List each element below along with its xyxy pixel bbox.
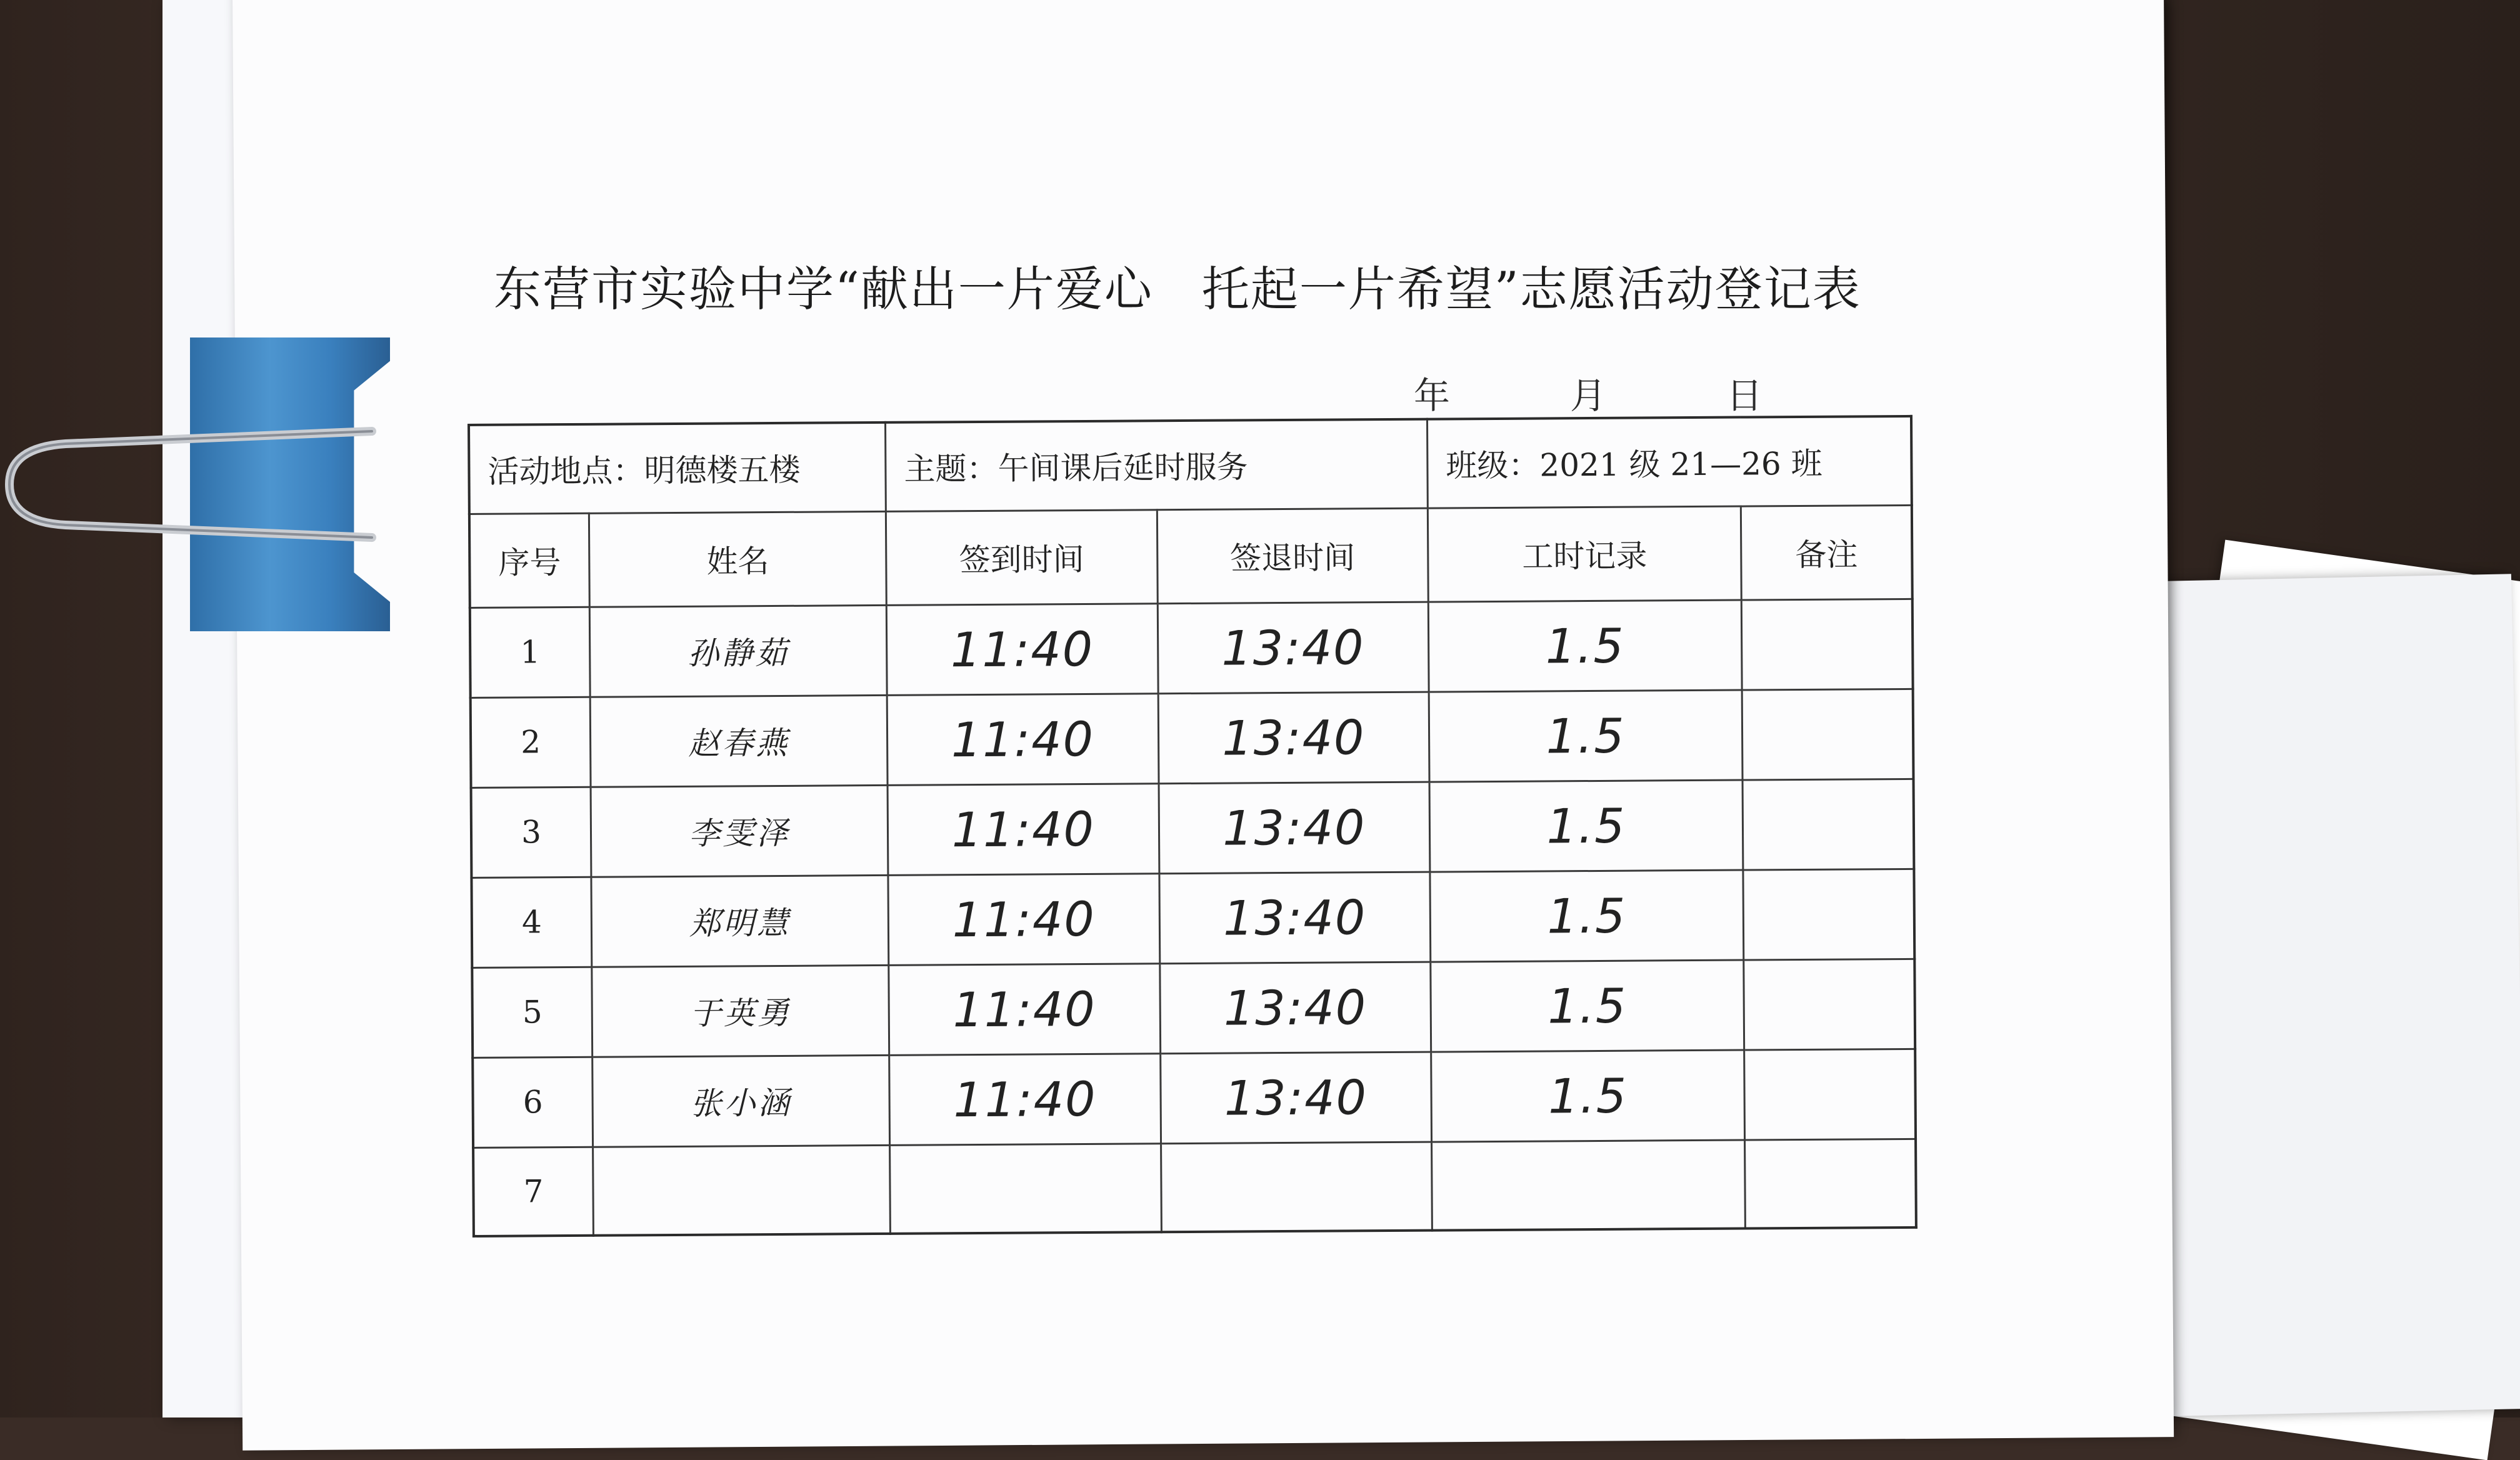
work-hours: 1.5 [1431,1050,1745,1142]
sign-out-time: 13:40 [1159,782,1430,874]
volunteer-name [593,1145,891,1236]
col-header-notes: 备注 [1741,505,1912,600]
note-cell [1743,869,1914,960]
sign-out-time: 13:40 [1159,872,1430,964]
row-number: 1 [470,607,591,698]
row-number: 3 [471,787,592,878]
col-header-sign-out: 签退时间 [1157,508,1428,604]
table-row [471,869,1914,968]
sign-in-time [890,1143,1161,1234]
registration-table [468,415,1918,1238]
volunteer-name: 张小涵 [592,1055,890,1147]
sign-in-time: 11:40 [889,963,1160,1055]
note-cell [1745,1139,1916,1229]
sign-in-time: 11:40 [888,783,1159,875]
col-header-number: 序号 [469,513,590,608]
topic-cell: 主题：午间课后延时服务 [886,419,1428,511]
col-header-hours: 工时记录 [1428,506,1741,602]
sign-in-time: 11:40 [887,693,1158,785]
header-info-row [469,416,1912,514]
row-number: 5 [472,967,592,1058]
col-header-name: 姓名 [589,511,887,607]
work-hours: 1.5 [1430,870,1744,962]
work-hours: 1.5 [1429,780,1743,872]
date-year-label: 年 [1414,374,1451,417]
table-row [472,959,1915,1058]
sign-in-time: 11:40 [889,1053,1161,1145]
binder-clip-icon [175,338,388,631]
sign-in-time: 11:40 [888,873,1159,965]
volunteer-name: 李雯泽 [591,785,888,877]
row-number: 4 [471,877,592,968]
table-row [470,599,1913,698]
volunteer-name: 孙静茹 [589,605,887,697]
binder-clip-handle [0,406,384,562]
sign-out-time: 13:40 [1158,692,1429,784]
row-number: 7 [473,1147,594,1236]
date-day-label: 日 [1726,374,1763,417]
note-cell [1744,1049,1916,1140]
table-row [472,1049,1916,1148]
sign-out-time: 13:40 [1158,602,1429,694]
row-number: 6 [472,1057,593,1148]
volunteer-name: 赵春燕 [590,695,888,787]
sign-in-time: 11:40 [886,603,1158,695]
volunteer-name: 于英勇 [592,965,889,1057]
volunteer-name: 郑明慧 [591,875,889,967]
sign-out-time: 13:40 [1160,1052,1431,1144]
sign-out-time [1161,1142,1432,1232]
class-cell: 班级：2021 级 21—26 班 [1427,416,1911,508]
work-hours: 1.5 [1429,690,1742,782]
col-header-sign-in: 签到时间 [886,509,1157,605]
column-header-row [469,505,1912,608]
row-number: 2 [471,697,591,788]
note-cell [1744,959,1915,1050]
table-row [473,1139,1916,1236]
work-hours: 1.5 [1431,960,1744,1052]
note-cell [1741,599,1912,690]
date-month-label: 月 [1570,374,1607,417]
note-cell [1742,689,1913,780]
note-cell [1742,779,1914,870]
table-row [471,689,1914,788]
form-title: 东营市实验中学“献出一片爱心 托起一片希望”志愿活动登记表 [494,261,1861,317]
work-hours [1432,1140,1746,1231]
table-row [471,779,1914,878]
work-hours: 1.5 [1428,600,1742,692]
sign-out-time: 13:40 [1159,962,1431,1054]
location-cell: 活动地点：明德楼五楼 [469,422,886,514]
